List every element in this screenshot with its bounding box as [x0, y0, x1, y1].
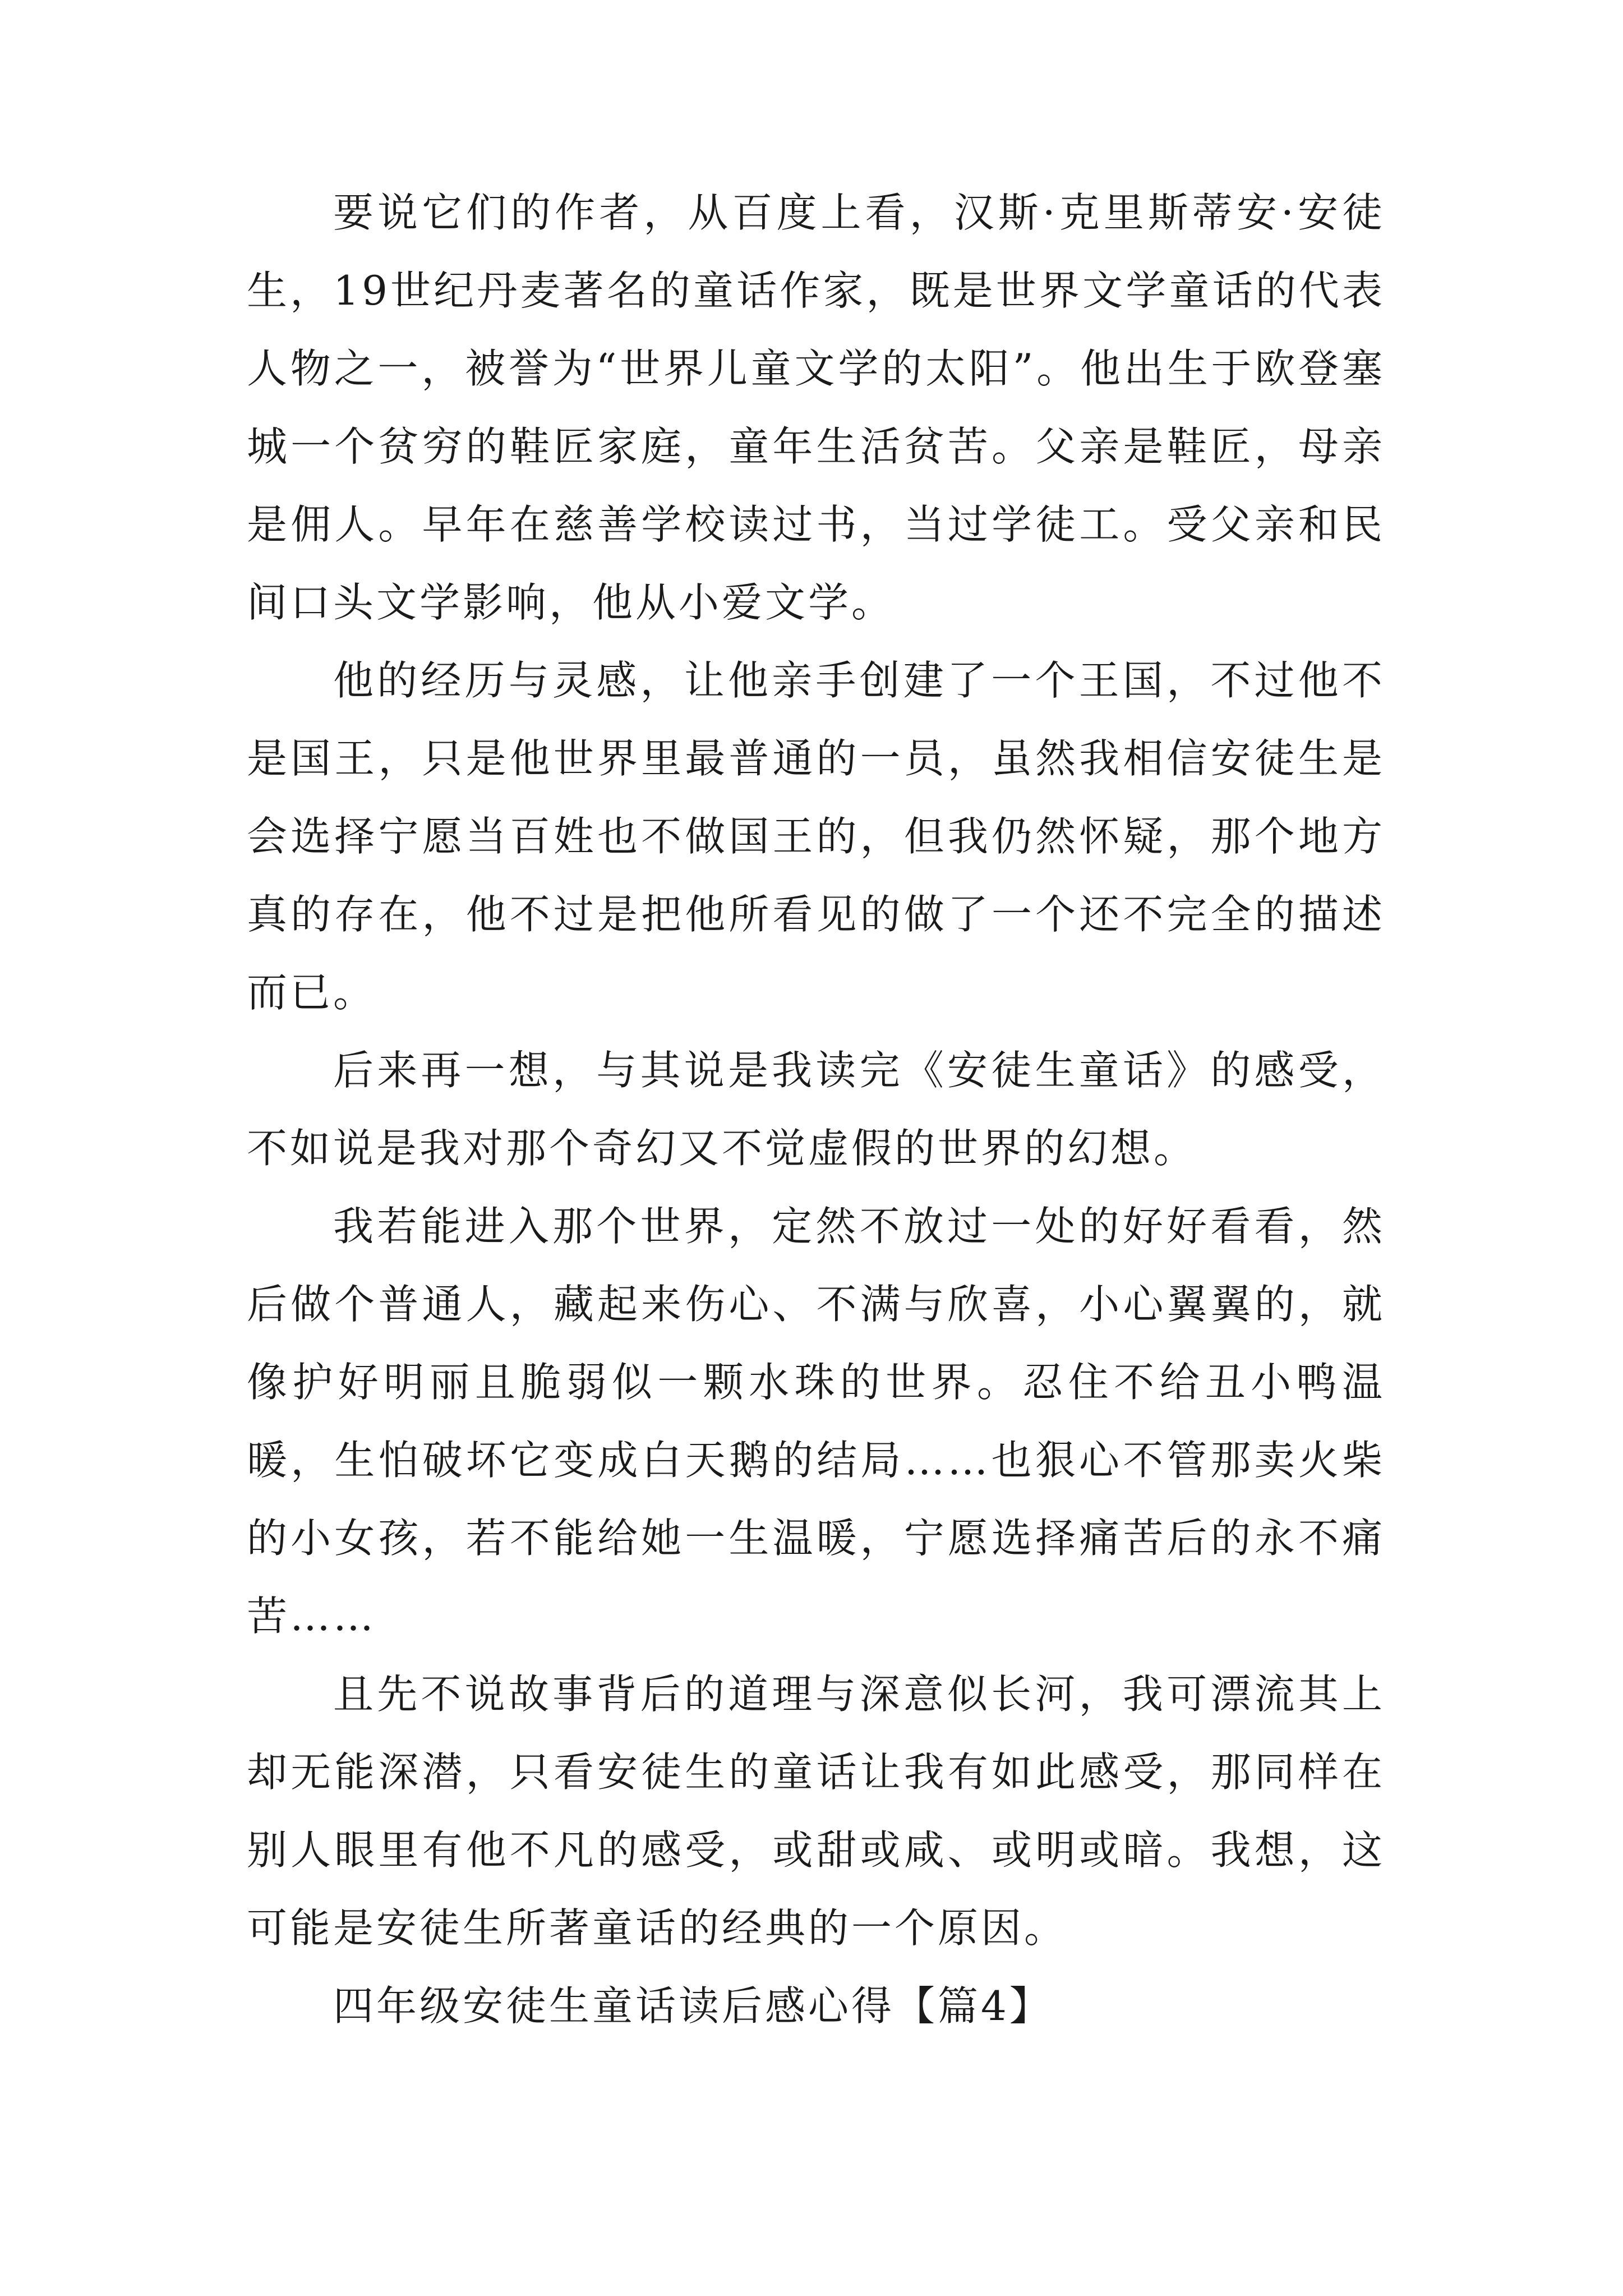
- paragraph-enter-world: 我若能进入那个世界，定然不放过一处的好好看看，然后做个普通人，藏起来伤心、不满与欣喜，小心翼翼的，就像护好明丽且脆弱似一颗水珠的世界。忍住不给丑小鸭温暖，生怕破坏它变成白天鹅的结局……也狠心不管那卖火柴的小女孩，若不能给她一生温暖，宁愿选择痛苦后的永不痛苦……: [247, 1203, 1385, 1640]
- paragraph-author-bio: 要说它们的作者，从百度上看，汉斯·克里斯蒂安·安徒生，19世纪丹麦著名的童话作家，既是世界文学童话的代表人物之一，被誉为“世界儿童文学的太阳”。他出生于欧登塞城一个贫穷的鞋匠家庭，童年生活贫苦。父亲是鞋匠，母亲是佣人。早年在慈善学校读过书，当过学徒工。受父亲和民间口头文学影响，他从小爱文学。: [247, 189, 1385, 626]
- paragraph-reflection: 后来再一想，与其说是我读完《安徒生童话》的感受，不如说是我对那个奇幻又不觉虚假的世界的幻想。: [247, 1047, 1385, 1172]
- paragraph-kingdom: 他的经历与灵感，让他亲手创建了一个王国，不过他不是国王，只是他世界里最普通的一员，虽然我相信安徒生是会选择宁愿当百姓也不做国王的，但我仍然怀疑，那个地方真的存在，他不过是把他所看见的做了一个还不完全的描述而已。: [247, 657, 1385, 1016]
- section-heading: 四年级安徒生童话读后感心得【篇4】: [333, 1982, 1053, 2030]
- paragraph-meaning: 且先不说故事背后的道理与深意似长河，我可漂流其上却无能深潜，只看安徒生的童话让我有如此感受，那同样在别人眼里有他不凡的感受，或甜或咸、或明或暗。我想，这可能是安徒生所著童话的经典的一个原因。: [247, 1671, 1385, 1952]
- document-body: [247, 174, 1385, 2045]
